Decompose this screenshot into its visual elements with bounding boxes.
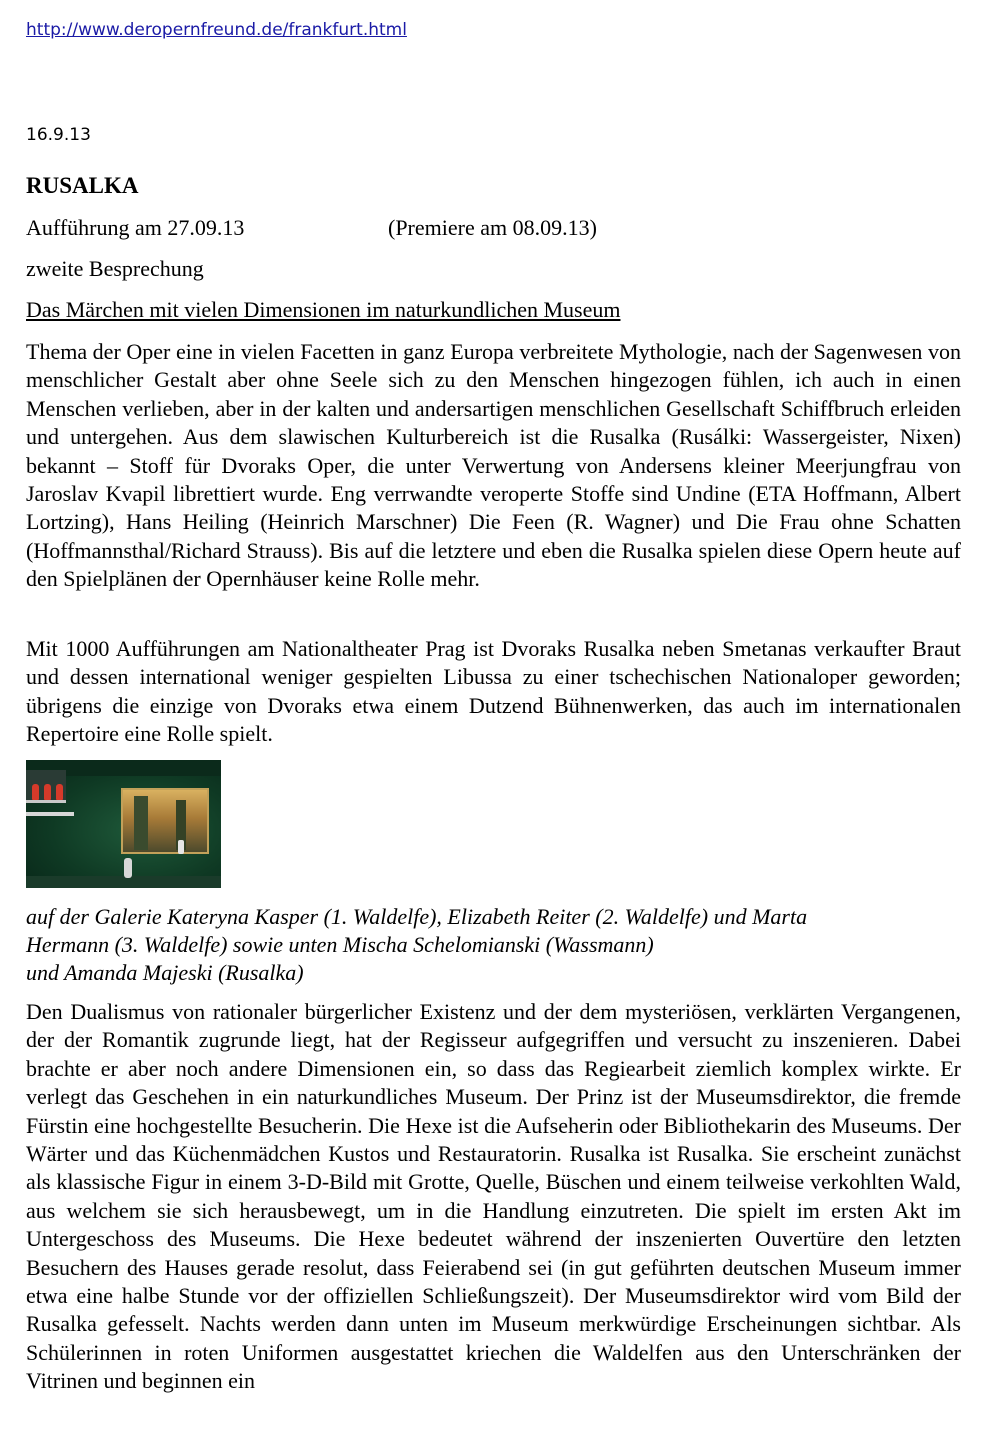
article-headline: Das Märchen mit vielen Dimensionen im naturkundlichen Museum (26, 297, 621, 322)
caption-line: und Amanda Majeski (Rusalka) (26, 960, 304, 985)
paragraph-1: Thema der Oper eine in vielen Facetten in ganz Europa verbreitete Mythologie, nach der Sagenwesen von menschlicher Gestalt aber ohne Seele sich zu den Menschen hingezogen fühlen, ich auch in einen Menschen verlieben, aber in der kalten und andersartigen menschlichen Gesellschaft Schiffbruch erleiden und untergehen. Aus dem slawischen Kulturbereich ist die Rusalka (Rusálki: Wassergeister, Nixen) bekannt – Stoff für Dvoraks Oper, die unter Verwertung von Andersens kleiner Meerjungfrau von Jaroslav Kvapil librettiert wurde. Eng verrwandte veroperte Stoffe sind Undine (ETA Hoffmann, Albert Lortzing), Hans Heiling (Heinrich Marschner) Die Feen (R. Wagner) und Die Frau ohne Schatten (Hoffmannsthal/Richard Strauss). Bis auf die letztere und eben die Rusalka spielen diese Opern heute auf den Spielplänen der Opernhäuser keine Rolle mehr. (26, 339, 961, 592)
review-label: zweite Besprechung (26, 256, 204, 281)
opera-title: RUSALKA (26, 173, 139, 198)
source-link[interactable]: http://www.deropernfreund.de/frankfurt.html (26, 20, 407, 40)
paragraph-3: Den Dualismus von rationaler bürgerlicher Existenz und der dem mysteriösen, verklärten Vergangenen, der der Romantik zugrunde liegt, hat der Regisseur aufgegriffen und versucht zu inszenieren. Dabei brachte er aber noch andere Dimensionen ein, so dass das Regiearbeit ziemlich komplex wirkte. Er verlegt das Geschehen in ein naturkundliches Museum. Der Prinz ist der Museumsdirektor, die fremde Fürstin eine hochgestellte Besucherin. Die Hexe ist die Aufseherin oder Bibliothekarin des Museums. Der Wärter und das Küchenmädchen Kustos und Restauratorin. Rusalka ist Rusalka. Sie erscheint zunächst als klassische Figur in einem 3-D-Bild mit Grotte, Quelle, Büschen und einem teilweise verkohlten Wald, aus welchem sie sich herausbewegt, um in die Handlung einzutreten. Die spielt im ersten Akt im Untergeschoss des Museums. Die Hexe bedeutet während der inszenierten Ouvertüre den letzten Besuchern des Hauses gerade resolut, dass Feierabend sei (in gut geführten deutschen Museum immer etwa eine halbe Stunde vor der offiziellen Schließungszeit). Der Museumsdirektor wird vom Bild der Rusalka gefesselt. Nachts werden dann unten im Museum merkwürdige Erscheinungen sichtbar. Als Schülerinnen in roten Uniformen ausgestattet kriechen die Waldelfen aus den Unterschränken der Vitrinen und beginnen ein (26, 999, 961, 1394)
caption-line: Hermann (3. Waldelfe) sowie unten Mischa Schelomianski (Wassmann) (26, 932, 654, 957)
stage-photo (26, 760, 221, 888)
premiere-date: (Premiere am 08.09.13) (388, 215, 597, 240)
performance-date: Aufführung am 27.09.13 (26, 215, 245, 240)
photo-caption (26, 903, 961, 987)
document-date: 16.9.13 (26, 125, 91, 145)
caption-line: auf der Galerie Kateryna Kasper (1. Waldelfe), Elizabeth Reiter (2. Waldelfe) und Marta (26, 904, 808, 929)
paragraph-2: Mit 1000 Aufführungen am Nationaltheater Prag ist Dvoraks Rusalka neben Smetanas verkaufter Braut und dessen international weniger gespielten Libussa zu einer tschechischen Nationaloper geworden; übrigens die einzige von Dvoraks etwa einem Dutzend Bühnenwerken, das auch im internationalen Repertoire eine Rolle spielt. (26, 636, 961, 747)
performance-line (26, 215, 597, 241)
